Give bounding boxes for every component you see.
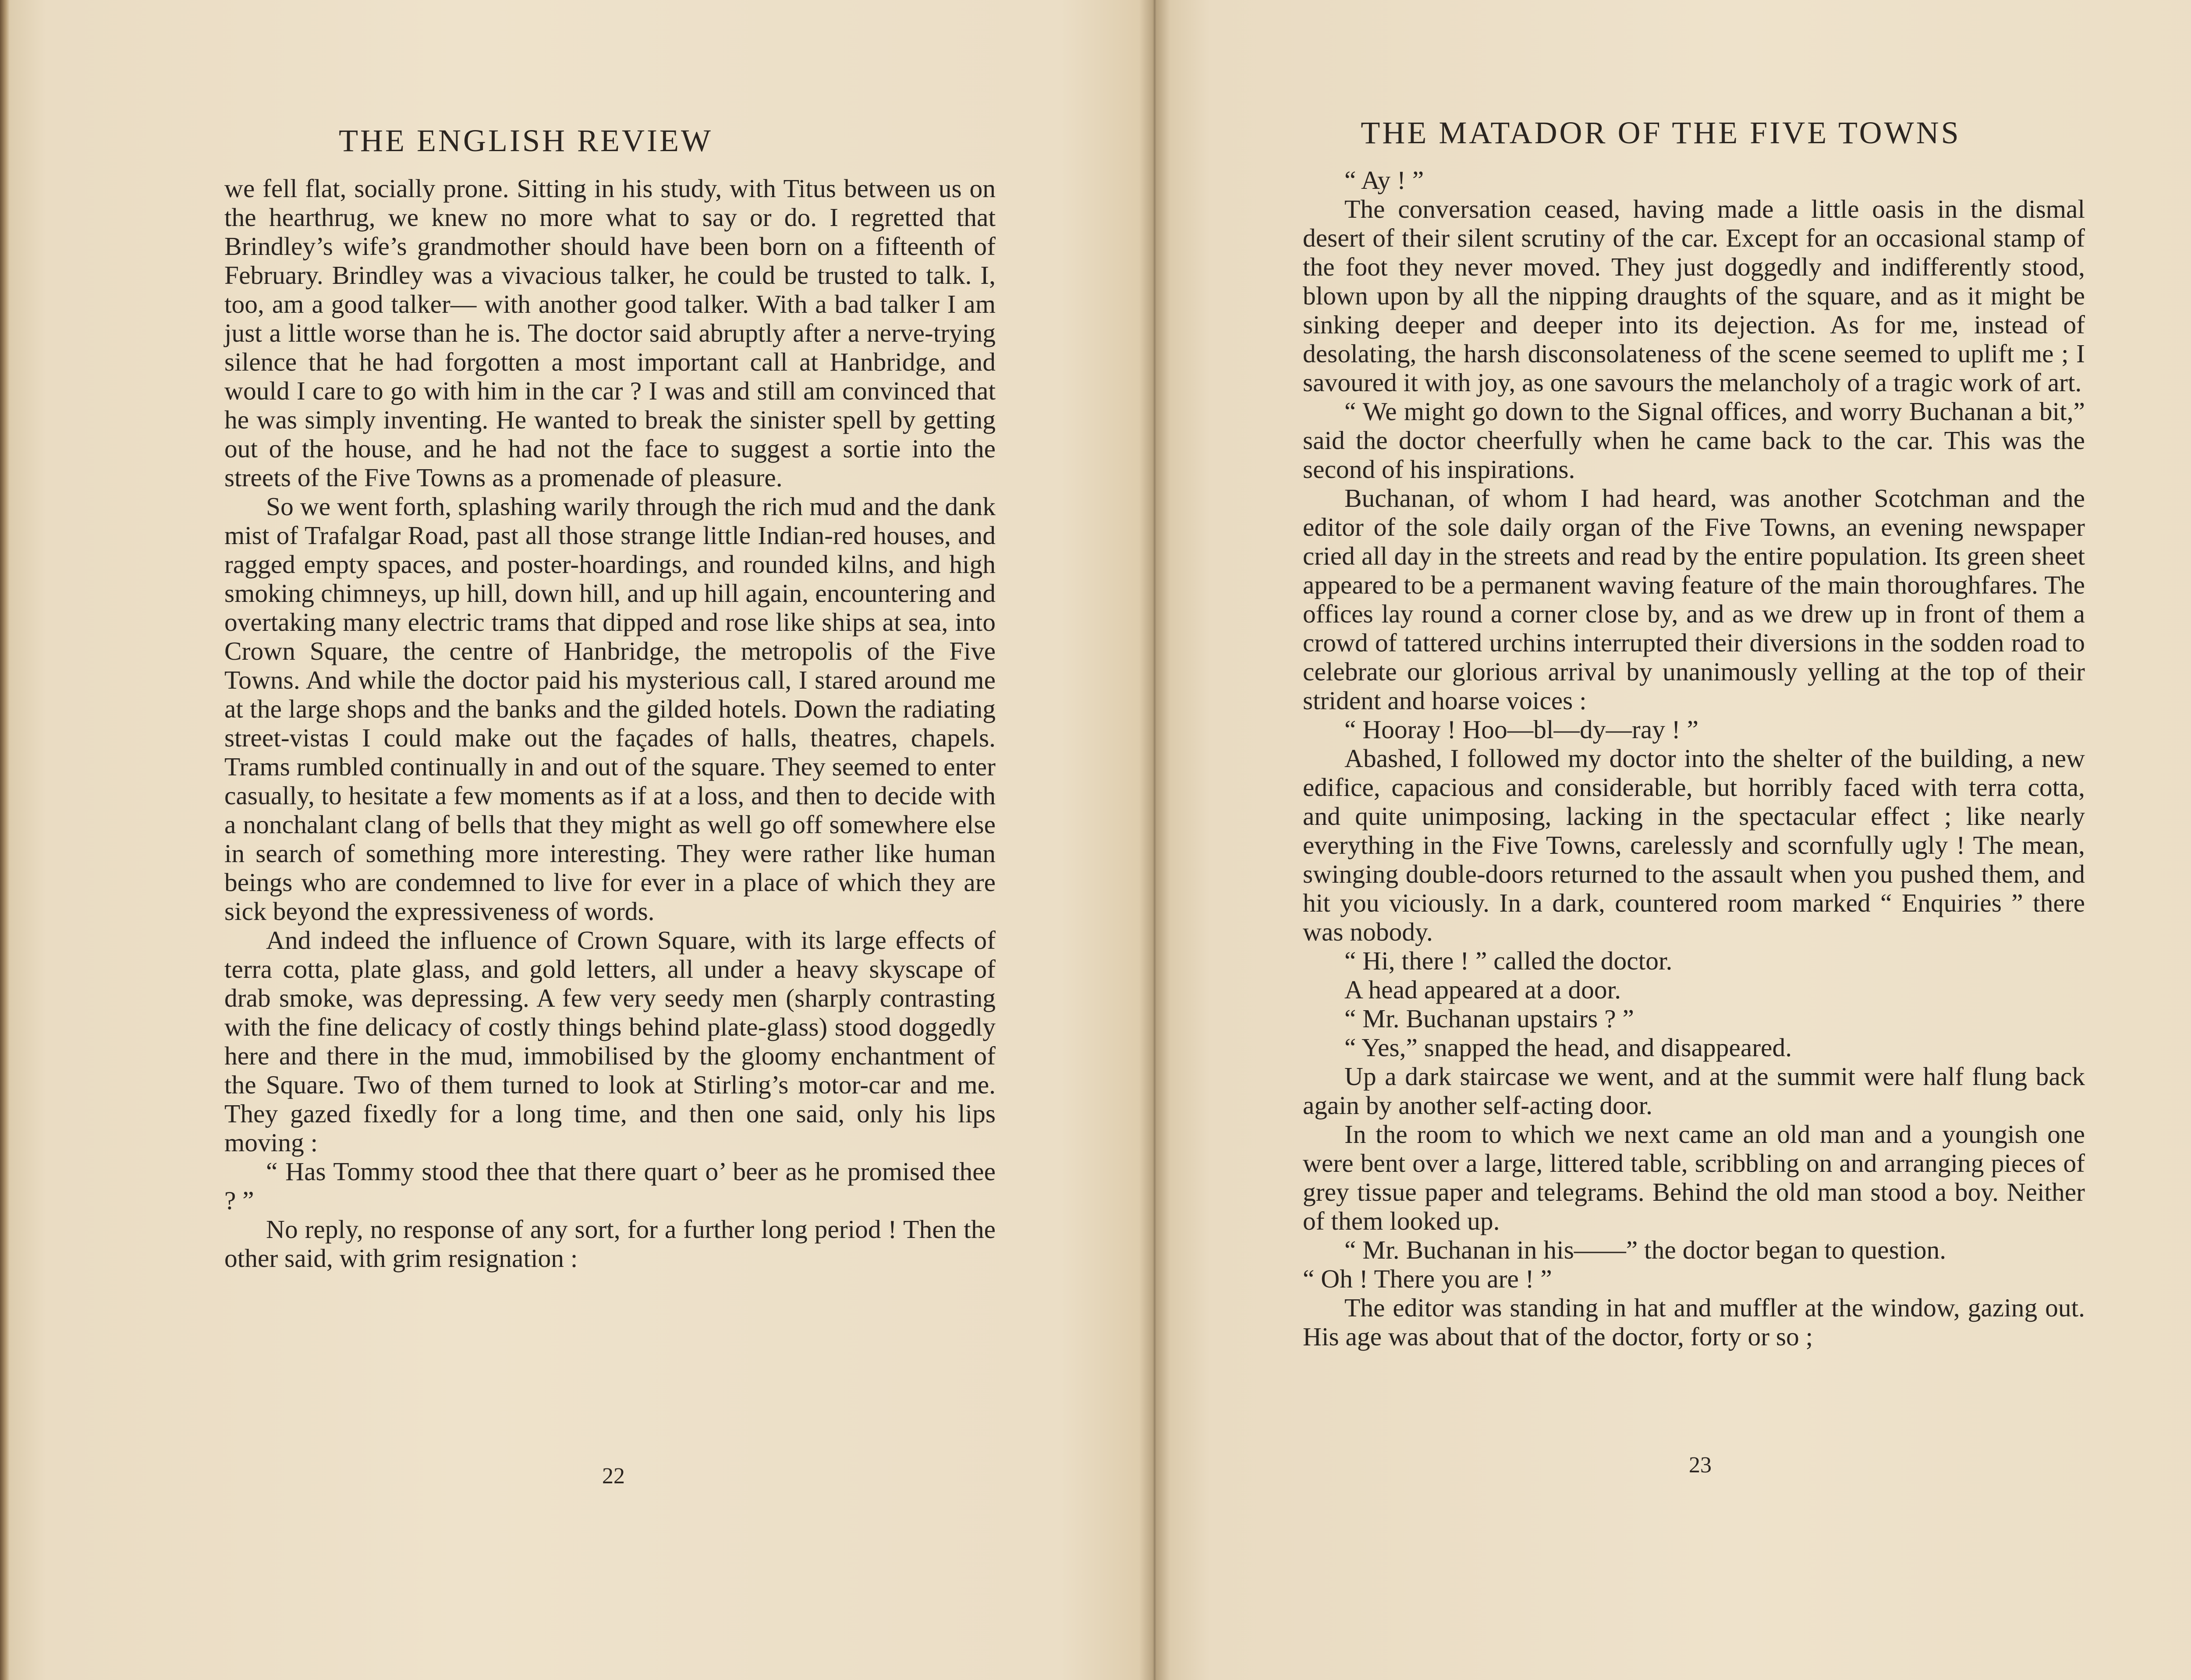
right-paragraph-5: “ Hooray ! Hoo—bl—dy—ray ! ” — [1344, 715, 1698, 744]
right-paragraph-4: Buchanan, of whom I had heard, was another Scotchman and the editor of the sole daily organ of the Five Towns, an evening newspaper cried all day in the streets and read by the entire population. Its green sheet appeared to be a permanent waving feature of the main thoroughfares. The offices lay round a corner close by, and as we drew up in front of them a crowd of tattered urchins interrupted their diversions in the sodden road to celebrate our glorious arrival by unanimously yelling at the top of their strident and hoarse voices : — [1303, 484, 2085, 715]
right-paragraph-10: “ Yes,” snapped the head, and disappeared. — [1344, 1033, 1792, 1062]
right-text-block — [1303, 166, 2085, 1351]
left-paragraph-4: “ Has Tommy stood thee that there quart o’ beer as he promised thee ? ” — [224, 1157, 996, 1215]
right-paragraph-1: “ Ay ! ” — [1344, 166, 1424, 195]
left-cover-edge — [0, 0, 10, 1680]
right-paragraph-7: “ Hi, there ! ” called the doctor. — [1344, 946, 1673, 975]
right-running-head: THE MATADOR OF THE FIVE TOWNS — [1361, 115, 1961, 150]
left-paragraph-2: So we went forth, splashing warily through the rich mud and the dank mist of Trafalgar Road, past all those strange little Indian-red houses, and ragged empty spaces, and poster-hoardings, and rounded kilns, and high smoking chimneys, up hill, down hill, and up hill again, encountering and overtaking many electric trams that dipped and rose like ships at sea, into Crown Square, the centre of Hanbridge, the metropolis of the Five Towns. And while the doctor paid his mysterious call, I stared around me at the large shops and the banks and the gilded hotels. Down the radiating street-vistas I could make out the façades of halls, theatres, chapels. Trams rumbled continually in and out of the square. They seemed to enter casually, to hesitate a few moments as if at a loss, and then to decide with a nonchalant clang of bells that they might as well go off somewhere else in search of something more interesting. They were rather like human beings who are condemned to live for ever in a place of which they are sick beyond the expressiveness of words. — [224, 492, 996, 926]
left-paragraph-3: And indeed the influence of Crown Square, with its large effects of terra cotta, plate glass, and gold letters, all under a heavy skyscape of drab smoke, was depressing. A few very seedy men (sharply contrasting with the fine delicacy of costly things behind plate-glass) stood doggedly here and there in the mud, immobilised by the gloomy enchantment of the Square. Two of them turned to look at Stirling’s motor-car and me. They gazed fixedly for a long time, and then one said, only his lips moving : — [224, 926, 996, 1157]
right-page-number: 23 — [1689, 1453, 1712, 1478]
right-paragraph-8: A head appeared at a door. — [1344, 975, 1621, 1004]
right-paragraph-6: Abashed, I followed my doctor into the shelter of the building, a new edifice, capacious and considerable, but horribly faced with terra cotta, and quite unimposing, lacking in the spectacular effect ; like nearly everything in the Five Towns, carelessly and scornfully ugly ! The mean, swinging double-doors returned to the assault when you pushed them, and hit you viciously. In a dark, countered room marked “ Enquiries ” there was nobody. — [1303, 744, 2085, 946]
left-running-head: THE ENGLISH REVIEW — [339, 123, 713, 158]
left-page-number: 22 — [602, 1464, 625, 1489]
right-paragraph-15: The editor was standing in hat and muffler at the window, gazing out. His age was about that of the doctor, forty or so ; — [1303, 1293, 2085, 1351]
left-paragraph-5: No reply, no response of any sort, for a further long period ! Then the other said, with grim resignation : — [224, 1215, 996, 1273]
right-paragraph-11: Up a dark staircase we went, and at the summit were half flung back again by another self-acting door. — [1303, 1062, 2085, 1120]
left-paragraph-1: we fell flat, socially prone. Sitting in his study, with Titus between us on the hearthrug, we knew no more what to say or do. I regretted that Brindley’s wife’s grandmother should have been born on a fifteenth of February. Brindley was a vivacious talker, he could be trusted to talk. I, too, am a good talker— with another good talker. With a bad talker I am just a little worse than he is. The doctor said abruptly after a nerve-trying silence that he had forgotten a most important call at Hanbridge, and would I care to go with him in the car ? I was and still am convinced that he was simply inventing. He wanted to break the sinister spell by getting out of the house, and he had not the face to suggest a sortie into the streets of the Five Towns as a promenade of pleasure. — [224, 174, 996, 492]
book-gutter — [1139, 0, 1170, 1680]
right-paragraph-13: “ Mr. Buchanan in his——” the doctor began to question. — [1344, 1235, 1946, 1264]
left-text-block — [224, 174, 996, 1273]
right-paragraph-3: “ We might go down to the Signal offices, and worry Buchanan a bit,” said the doctor cheerfully when he came back to the car. This was the second of his inspirations. — [1303, 397, 2085, 484]
right-page — [1152, 0, 2191, 1680]
right-paragraph-9: “ Mr. Buchanan upstairs ? ” — [1344, 1004, 1634, 1033]
right-paragraph-12: In the room to which we next came an old man and a youngish one were bent over a large, littered table, scribbling on and arranging pieces of grey tissue paper and telegrams. Behind the old man stood a boy. Neither of them looked up. — [1303, 1120, 2085, 1235]
right-paragraph-2: The conversation ceased, having made a little oasis in the dismal desert of their silent scrutiny of the car. Except for an occasional stamp of the foot they never moved. They just doggedly and indifferently stood, blown upon by all the nipping draughts of the square, and as it might be sinking deeper and deeper into its dejection. As for me, instead of desolating, the harsh disconsolateness of the scene seemed to uplift me ; I savoured it with joy, as one savours the melancholy of a tragic work of art. — [1303, 195, 2085, 397]
right-paragraph-14: “ Oh ! There you are ! ” — [1303, 1264, 1552, 1293]
